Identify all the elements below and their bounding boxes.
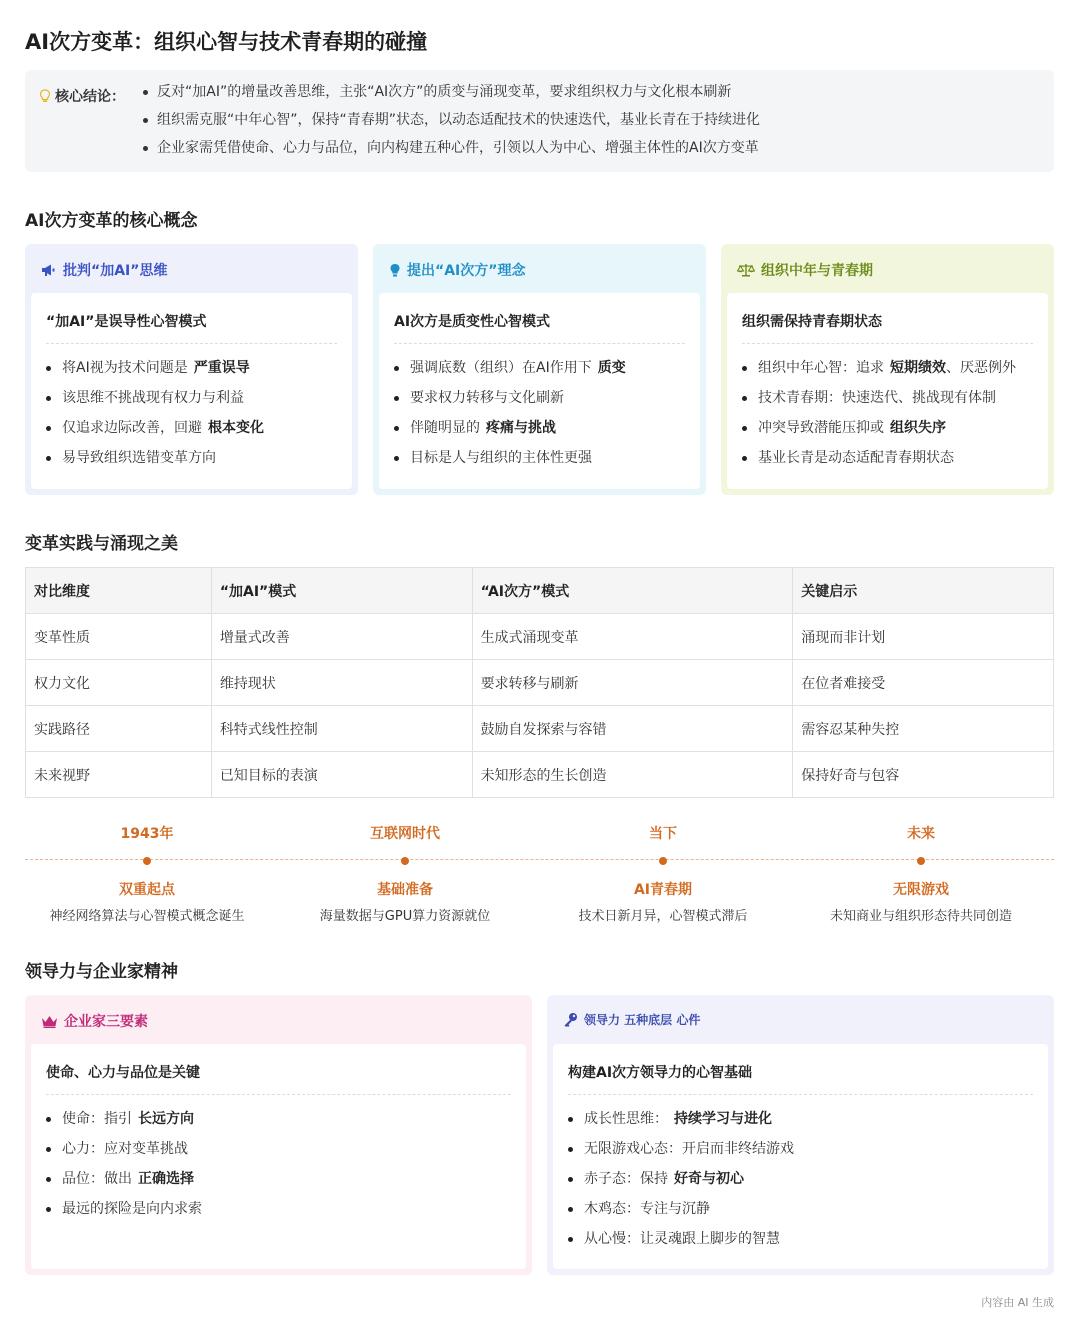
table-cell: 生成式涌现变革: [472, 614, 793, 660]
key-icon: [563, 1012, 578, 1027]
list-item: 组织中年心智：追求 短期绩效、厌恶例外: [742, 357, 1016, 387]
timeline-item: [534, 820, 792, 924]
timeline-desc: 海量数据与GPU算力资源就位: [319, 909, 491, 924]
table-cell: 保持好奇与包容: [793, 752, 1054, 798]
table-cell: 实践路径: [26, 706, 212, 752]
timeline-desc: 未知商业与组织形态待共同创造: [829, 909, 1012, 924]
card-title: 构建AI次方领导力的心智基础: [568, 1062, 1033, 1095]
list-item: 组织需克服“中年心智”，保持“青春期”状态，以动态适配技术的快速迭代，基业长青在于持续进化: [143, 110, 760, 138]
section-title-leadership: 领导力与企业家精神: [25, 962, 178, 982]
table-cell: 增量式改善: [211, 614, 472, 660]
card-ai-power-concept: 提出“AI次方”理念 AI次方是质变性心智模式 强调底数（组织）在AI作用下 质变 要求权力转移与文化刷新 伴随明显的 疼痛与挑战 目标是人与组织的主体性更强: [373, 244, 706, 495]
card-org-midlife-youth: 组织中年与青春期 组织需保持青春期状态 组织中年心智：追求 短期绩效、厌恶例外 技术青春期：快速迭代、挑战现有体制 冲突导致潜能压抑或 组织失序 基业长青是动态适配青春期状态: [721, 244, 1054, 495]
ai-generated-note: 内容由 AI 生成: [981, 1296, 1054, 1309]
list-item: 心力：应对变革挑战: [46, 1138, 202, 1168]
table-cell: 维持现状: [211, 660, 472, 706]
table-row: [26, 614, 1054, 660]
timeline-name: 基础准备: [377, 882, 433, 898]
timeline-desc: 神经网络算法与心智模式概念诞生: [49, 909, 245, 924]
card-entrepreneur-elements: 企业家三要素 使命、心力与品位是关键 使命：指引 长远方向 心力：应对变革挑战 品位：做出 正确选择 最远的探险是向内求索: [25, 995, 532, 1275]
table-cell: 未来视野: [26, 752, 212, 798]
core-conclusion-box: [25, 70, 1054, 172]
timeline-dot: [401, 857, 409, 865]
list-item: 木鸡态：专注与沉静: [568, 1198, 794, 1228]
lightbulb-icon: [389, 263, 401, 278]
lightbulb-icon: [39, 89, 51, 103]
section-title-concepts: AI次方变革的核心概念: [25, 211, 198, 231]
table-header: “AI次方”模式: [472, 568, 793, 614]
timeline-dot: [143, 857, 151, 865]
table-cell: 未知形态的生长创造: [472, 752, 793, 798]
list-item: 易导致组织选错变革方向: [46, 447, 264, 477]
timeline: [25, 820, 1054, 930]
list-item: 要求权力转移与文化刷新: [394, 387, 626, 417]
list-item: 技术青春期：快速迭代、挑战现有体制: [742, 387, 1016, 417]
timeline-date: 互联网时代: [370, 826, 440, 842]
table-header: 关键启示: [793, 568, 1054, 614]
table-row: [26, 660, 1054, 706]
balance-scale-icon: [737, 263, 755, 277]
table-cell: 涌现而非计划: [793, 614, 1054, 660]
card-leadership-mindware: 领导力 五种底层 心件 构建AI次方领导力的心智基础 成长性思维： 持续学习与进化 无限游戏心态：开启而非终结游戏 赤子态：保持 好奇与初心 木鸡态：专注与沉静 从心慢：让灵魂跟上脚步的智慧: [547, 995, 1054, 1275]
timeline-date: 1943年: [120, 826, 174, 842]
core-conclusion-label: 核心结论：: [39, 86, 125, 106]
card-critique-plus-ai: 批判“加AI”思维 “加AI”是误导性心智模式 将AI视为技术问题是 严重误导 该思维不挑战现有权力与利益 仅追求边际改善，回避 根本变化 易导致组织选错变革方向: [25, 244, 358, 495]
timeline-desc: 技术日新月异，心智模式滞后: [578, 909, 748, 924]
list-item: 品位：做出 正确选择: [46, 1168, 202, 1198]
timeline-item: [792, 820, 1050, 924]
table-header-row: [26, 568, 1054, 614]
list-item: 无限游戏心态：开启而非终结游戏: [568, 1138, 794, 1168]
table-cell: 要求转移与刷新: [472, 660, 793, 706]
card-title: 使命、心力与品位是关键: [46, 1062, 511, 1095]
list-item: 赤子态：保持 好奇与初心: [568, 1168, 794, 1198]
list-item: 目标是人与组织的主体性更强: [394, 447, 626, 477]
timeline-item: [276, 820, 534, 924]
table-row: [26, 706, 1054, 752]
list-item: 企业家需凭借使命、心力与品位，向内构建五种心件，引领以人为中心、增强主体性的AI次方变革: [143, 138, 760, 166]
timeline-name: 无限游戏: [893, 882, 949, 898]
card-title: 组织需保持青春期状态: [742, 311, 1033, 344]
list-item: 最远的探险是向内求索: [46, 1198, 202, 1228]
list-item: 将AI视为技术问题是 严重误导: [46, 357, 264, 387]
list-item: 冲突导致潜能压抑或 组织失序: [742, 417, 1016, 447]
table-cell: 权力文化: [26, 660, 212, 706]
timeline-name: 双重起点: [119, 882, 175, 898]
list-item: 该思维不挑战现有权力与利益: [46, 387, 264, 417]
table-row: [26, 752, 1054, 798]
section-title-practice: 变革实践与涌现之美: [25, 534, 178, 554]
list-item: 基业长青是动态适配青春期状态: [742, 447, 1016, 477]
table-cell: 需容忍某种失控: [793, 706, 1054, 752]
list-item: 仅追求边际改善，回避 根本变化: [46, 417, 264, 447]
list-item: 使命：指引 长远方向: [46, 1108, 202, 1138]
list-item: 从心慢：让灵魂跟上脚步的智慧: [568, 1228, 794, 1258]
list-item: 反对“加AI”的增量改善思维，主张“AI次方”的质变与涌现变革，要求组织权力与文化根本刷新: [143, 82, 760, 110]
timeline-name: AI青春期: [633, 882, 693, 898]
card-title: “加AI”是误导性心智模式: [46, 311, 337, 344]
table-cell: 变革性质: [26, 614, 212, 660]
card-title: AI次方是质变性心智模式: [394, 311, 685, 344]
list-item: 强调底数（组织）在AI作用下 质变: [394, 357, 626, 387]
page-title: AI次方变革：组织心智与技术青春期的碰撞: [25, 30, 428, 54]
timeline-date: 当下: [649, 826, 677, 842]
crown-icon: [41, 1015, 58, 1028]
table-cell: 在位者难接受: [793, 660, 1054, 706]
table-cell: 科特式线性控制: [211, 706, 472, 752]
core-conclusion-list: [143, 82, 760, 166]
table-cell: 鼓励自发探索与容错: [472, 706, 793, 752]
timeline-date: 未来: [907, 826, 935, 842]
list-item: 伴随明显的 疼痛与挑战: [394, 417, 626, 447]
table-header: 对比维度: [26, 568, 212, 614]
table-cell: 已知目标的表演: [211, 752, 472, 798]
list-item: 成长性思维： 持续学习与进化: [568, 1108, 794, 1138]
megaphone-icon: [41, 263, 57, 277]
comparison-table: [25, 567, 1054, 798]
timeline-dot: [659, 857, 667, 865]
timeline-item: [18, 820, 276, 924]
table-header: “加AI”模式: [211, 568, 472, 614]
timeline-dot: [917, 857, 925, 865]
